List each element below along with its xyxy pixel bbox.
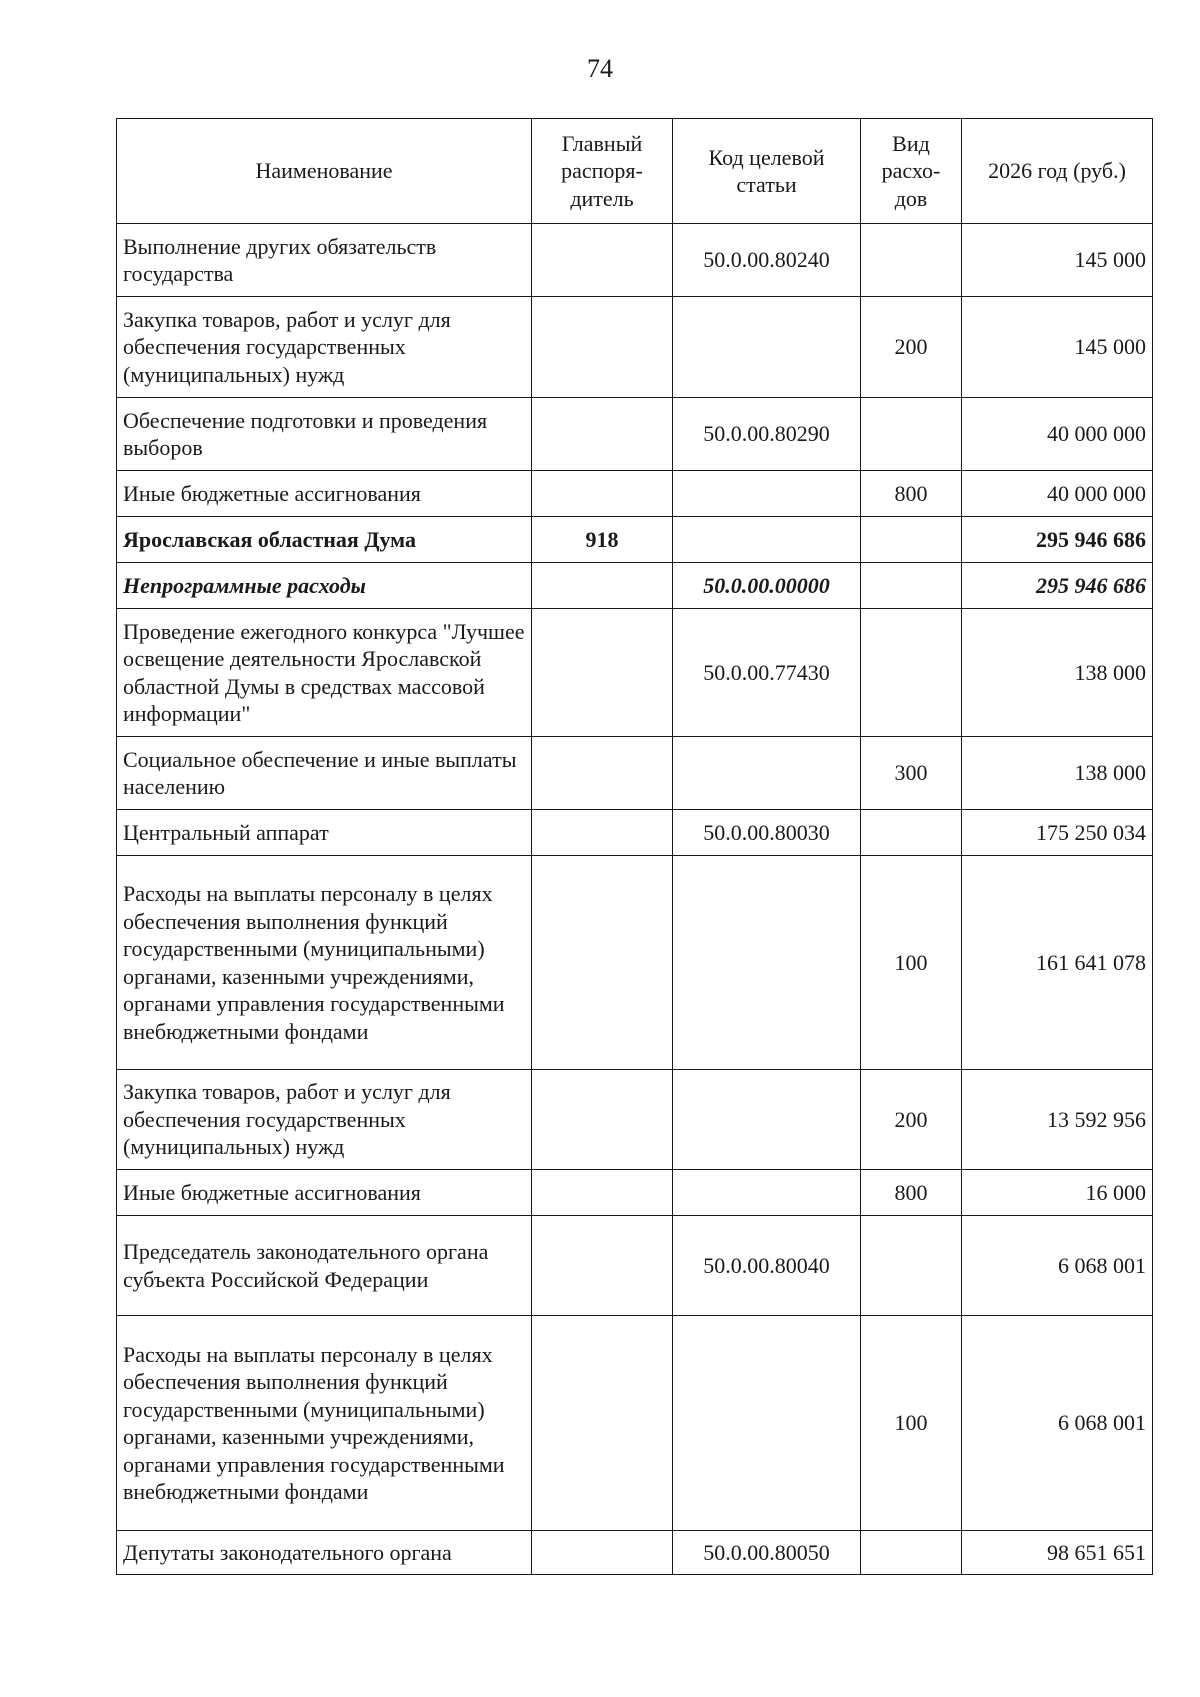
table-row [117,1316,1153,1531]
row-amount: 6 068 001 [962,1316,1153,1531]
row-type: 200 [861,297,962,398]
row-code [673,1070,861,1170]
table-row [117,224,1153,297]
row-code [673,297,861,398]
page-number: 74 [587,54,613,83]
row-name: Обеспечение подготовки и проведения выборов [117,398,532,471]
row-name: Иные бюджетные ассигнования [117,1170,532,1216]
row-amount: 16 000 [962,1170,1153,1216]
row-name: Расходы на выплаты персоналу в целях обеспечения выполнения функций государственными (муниципальными) органами, казенными учреждениями, органами управления государственными внебюджетными фондами [117,1316,532,1531]
row-name: Расходы на выплаты персоналу в целях обеспечения выполнения функций государственными (муниципальными) органами, казенными учреждениями, органами управления государственными внебюджетными фондами [117,856,532,1070]
row-type [861,224,962,297]
row-type: 800 [861,1170,962,1216]
row-amount: 295 946 686 [962,517,1153,563]
row-code: 50.0.00.77430 [673,609,861,737]
row-type: 100 [861,1316,962,1531]
table-row [117,856,1153,1070]
table-row [117,297,1153,398]
row-name: Выполнение других обязательств государства [117,224,532,297]
row-amount: 6 068 001 [962,1216,1153,1316]
row-type [861,609,962,737]
row-type: 200 [861,1070,962,1170]
row-type [861,810,962,856]
row-name: Непрограммные расходы [117,563,532,609]
row-amount: 13 592 956 [962,1070,1153,1170]
table-row [117,1216,1153,1316]
row-code [673,517,861,563]
row-code [673,471,861,517]
row-code [673,856,861,1070]
row-admin [532,1316,673,1531]
row-name: Проведение ежегодного конкурса "Лучшее освещение деятельности Ярославской областной Думы в средствах массовой информации" [117,609,532,737]
row-name: Социальное обеспечение и иные выплаты населению [117,737,532,810]
row-amount: 138 000 [962,609,1153,737]
header-main-admin: Главный распоря-дитель [532,119,673,224]
budget-table [116,118,1153,1575]
row-admin [532,737,673,810]
row-code [673,1316,861,1531]
header-target-code: Код целевой статьи [673,119,861,224]
row-type: 300 [861,737,962,810]
row-amount: 175 250 034 [962,810,1153,856]
table-row [117,810,1153,856]
row-type [861,1531,962,1575]
row-name: Закупка товаров, работ и услуг для обеспечения государственных (муниципальных) нужд [117,1070,532,1170]
row-admin [532,297,673,398]
row-amount: 138 000 [962,737,1153,810]
row-admin [532,1216,673,1316]
row-amount: 145 000 [962,224,1153,297]
row-type: 100 [861,856,962,1070]
row-amount: 145 000 [962,297,1153,398]
header-expense-type: Вид расхо-дов [861,119,962,224]
table-row [117,1531,1153,1575]
row-code: 50.0.00.00000 [673,563,861,609]
row-admin [532,224,673,297]
row-admin [532,856,673,1070]
row-admin [532,471,673,517]
row-admin [532,609,673,737]
row-admin [532,398,673,471]
row-admin [532,563,673,609]
row-amount: 40 000 000 [962,471,1153,517]
row-admin [532,1070,673,1170]
row-name: Председатель законодательного органа субъекта Российской Федерации [117,1216,532,1316]
row-name: Иные бюджетные ассигнования [117,471,532,517]
row-type [861,517,962,563]
row-amount: 98 651 651 [962,1531,1153,1575]
row-name: Ярославская областная Дума [117,517,532,563]
row-name: Центральный аппарат [117,810,532,856]
row-type: 800 [861,471,962,517]
row-admin [532,1531,673,1575]
row-name: Депутаты законодательного органа [117,1531,532,1575]
header-name: Наименование [117,119,532,224]
row-admin [532,1170,673,1216]
table-row [117,1170,1153,1216]
row-code [673,1170,861,1216]
row-code [673,737,861,810]
row-amount: 40 000 000 [962,398,1153,471]
row-code: 50.0.00.80030 [673,810,861,856]
table-row [117,737,1153,810]
row-type [861,398,962,471]
row-type [861,1216,962,1316]
row-code: 50.0.00.80240 [673,224,861,297]
row-admin [532,810,673,856]
table-row-subsection [117,563,1153,609]
header-year-amount: 2026 год (руб.) [962,119,1153,224]
row-type [861,563,962,609]
table-row [117,471,1153,517]
table-header-row [117,119,1153,224]
row-amount: 161 641 078 [962,856,1153,1070]
table-row [117,609,1153,737]
row-code: 50.0.00.80040 [673,1216,861,1316]
table-row-section [117,517,1153,563]
row-code: 50.0.00.80290 [673,398,861,471]
table-row [117,398,1153,471]
row-name: Закупка товаров, работ и услуг для обеспечения государственных (муниципальных) нужд [117,297,532,398]
table-row [117,1070,1153,1170]
row-admin: 918 [532,517,673,563]
row-amount: 295 946 686 [962,563,1153,609]
row-code: 50.0.00.80050 [673,1531,861,1575]
